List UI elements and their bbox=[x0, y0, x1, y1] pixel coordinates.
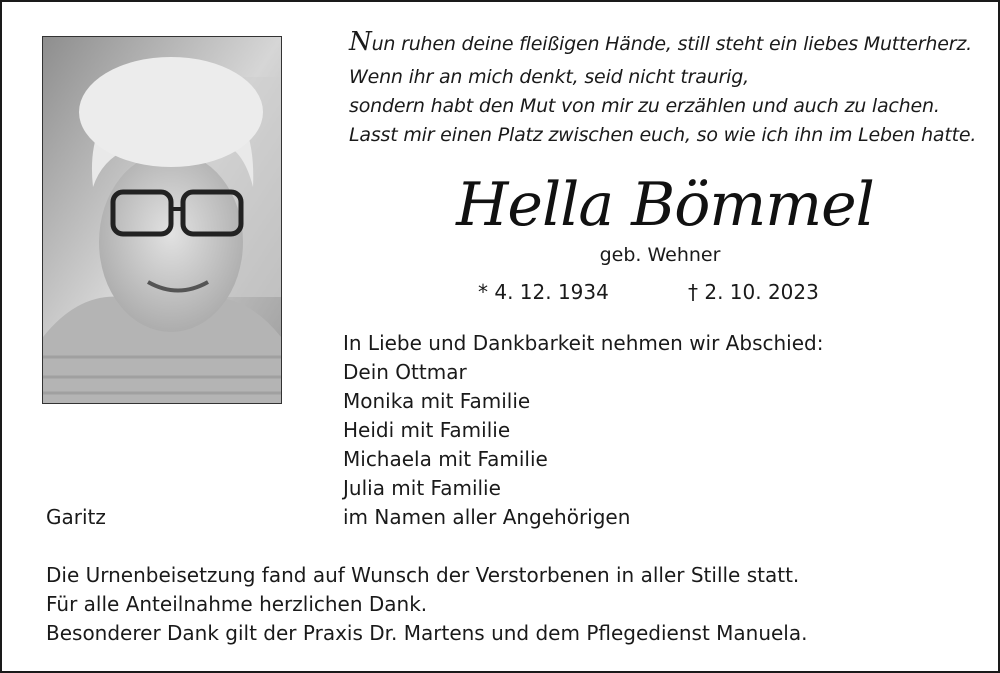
maiden-name: geb. Wehner bbox=[599, 244, 721, 266]
place-name: Garitz bbox=[46, 505, 106, 529]
closing-line: Die Urnenbeisetzung fand auf Wunsch der Verstorbenen in aller Stille statt. bbox=[46, 563, 800, 587]
birth-date: * 4. 12. 1934 bbox=[478, 280, 609, 304]
poem-line: Lasst mir einen Platz zwischen euch, so wie ich ihn im Leben hatte. bbox=[349, 124, 977, 146]
mourners-list bbox=[343, 329, 823, 532]
deceased-name: Hella Bömmel bbox=[456, 170, 874, 240]
poem-line bbox=[349, 28, 989, 59]
poem-line: sondern habt den Mut von mir zu erzählen und auch zu lachen. bbox=[349, 95, 940, 117]
poem-first-line: un ruhen deine fleißigen Hände, still steht ein liebes Mutterherz. bbox=[371, 33, 972, 55]
closing-notes bbox=[46, 561, 807, 648]
mourner-entry: Michaela mit Familie bbox=[343, 447, 548, 471]
portrait-photo bbox=[42, 36, 282, 404]
poem-line: Wenn ihr an mich denkt, seid nicht traurig, bbox=[349, 66, 749, 88]
closing-line: Besonderer Dank gilt der Praxis Dr. Martens und dem Pflegedienst Manuela. bbox=[46, 621, 808, 645]
mourner-entry: Monika mit Familie bbox=[343, 389, 531, 413]
death-date: † 2. 10. 2023 bbox=[688, 280, 819, 304]
mourners-intro: In Liebe und Dankbarkeit nehmen wir Abschied: bbox=[343, 331, 824, 355]
mourner-entry: Heidi mit Familie bbox=[343, 418, 511, 442]
mourner-entry: im Namen aller Angehörigen bbox=[343, 505, 631, 529]
mourner-entry: Julia mit Familie bbox=[343, 476, 501, 500]
portrait-illustration bbox=[43, 37, 281, 403]
closing-line: Für alle Anteilnahme herzlichen Dank. bbox=[46, 592, 428, 616]
memorial-poem bbox=[349, 28, 989, 150]
mourner-entry: Dein Ottmar bbox=[343, 360, 467, 384]
poem-initial: N bbox=[349, 27, 372, 57]
